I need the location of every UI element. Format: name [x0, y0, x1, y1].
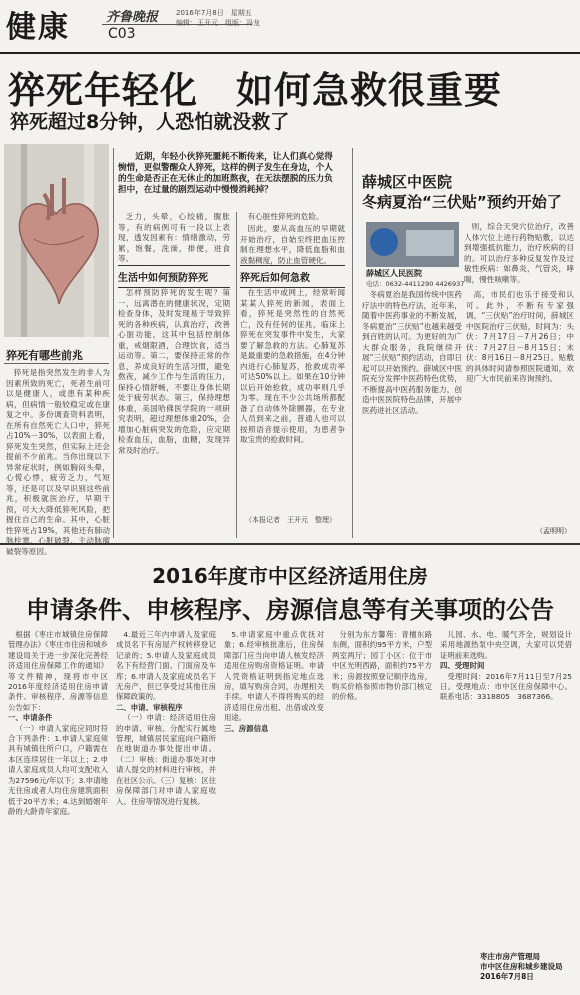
main-headline: 猝死年轻化 如何急救很重要: [8, 69, 502, 112]
article-byline: （本报记者 王开元 整理）: [245, 516, 336, 524]
announcement-title-line-2: 申请条件、申核程序、房源信息等有关事项的公告: [26, 596, 554, 624]
column-text: 怎样预防猝死的发生呢？第一，远离潜在的健康状况，定期检查身体，及时发现易于导致猝死的各种疾病，认真治疗，改善心脏功能，这其中包括控制体重，戒烟限酒，合理饮食，适当运动等。第二，要保持正常的作息，养成良好的生活习惯，避免熬夜，减少工作与生活的压力，保持心情舒畅，不要让身体长期处于疲劳状态。第三，保持理想体重，美国哈佛医学院的一项研究表明，超过理想体重20%，会增加心脏病突发的危险，应定期检查血压，血脂，血糖，发现异常及时治疗。: [118, 288, 230, 455]
side-column-2: [466, 290, 574, 526]
side-title-line-2: 冬病夏治“三伏贴”预约开始了: [362, 193, 562, 211]
hospital-phone: 电话：0632-4411290 4426937: [366, 280, 465, 288]
column-divider: [352, 148, 353, 538]
column-text: 有心脏性猝死的危险。: [247, 212, 324, 221]
hospital-photo: [366, 222, 459, 267]
side-column-top: [464, 222, 574, 286]
issue-editors: 编辑：王开元 组版：冯龙: [176, 19, 260, 27]
photo-caption: 猝死有哪些前兆: [6, 349, 83, 362]
announcement-column-1: [8, 630, 108, 990]
column-heading: 二、申请、审核程序: [116, 702, 183, 712]
column-text: 猝死是指突然发生的非人为因素所致的死亡，死者生前可以是健康人，或患有某种疾病，但病情一般较稳定或在康复之中。多份调查资料表明，在所有自然死亡人口中，猝死占10%－30%，以表面上看，猝死发生突然，但实际上还会提前不少前兆。当你出现以下异常症状时，例如胸闷头晕，心慌心悸，疲劳乏力，气短等，还是可以及早识别这些前兆，积极就医治疗，早期干预，可大大降低猝死风险，把握住自己的生命。其中，心脏性猝死占19%，其他还有肺动脉栓塞，心脏破裂，主动脉瘤破裂等原因。: [6, 368, 110, 556]
newspaper-masthead: 齐鲁晚报: [106, 10, 159, 25]
section-separator: [0, 543, 580, 545]
article-column-3-top: [240, 224, 345, 264]
announcement-signature: [480, 952, 563, 982]
announcement-column-5: [440, 630, 572, 948]
signature-date: 2016年7月8日: [480, 972, 534, 981]
announcement-column-4: [332, 630, 432, 990]
article-column-3-lead: [240, 212, 345, 224]
page-header: [0, 0, 580, 54]
column-text: 则，综合天突穴位治疗，改善人体穴位上进行药物贴敷，以达到增强抵抗能力，治疗疾病的目的。可以治疗多种反复发作及过敏性疾病：如鼻炎，气管炎，哮喘，慢性咳嗽等。: [464, 222, 574, 284]
side-reporter: （孟明明）: [536, 527, 571, 535]
page-code: C03: [108, 26, 136, 42]
hospital-building: [406, 230, 454, 256]
section-title: 健康: [6, 10, 70, 45]
issue-date: 2016年7月8日 星期五: [176, 9, 252, 17]
side-article-title: [362, 172, 562, 212]
article-column-2-top: [118, 212, 230, 262]
column-text: 受理时间：2016年7月11日至7月25日。受理地点：市中区住房保障中心。联系电话：3318805 3687366。: [440, 671, 572, 702]
column-text: （一）申请：经济适用住房的申请、审核、分配实行属地管理，城镇居民家庭向户籍所在地街道办事处提出申请。（二）审核：街道办事处对申请人提交的材料进行审核，并在社区公示。（三）复核：区住房保障部门对申请人家庭收入、住房等情况进行复核。: [116, 713, 216, 806]
column-text: 乏力，头晕，心绞痛，腹胀等，有的病例可有一段以上表现，透发因素有：情绪激动，劳累，饱餐，洗澡，排便，进食等。: [118, 212, 230, 263]
subhead-prevention: 生活中如何预防猝死: [118, 265, 230, 288]
signature-issuer-2: 市中区住房和城乡建设局: [480, 962, 563, 971]
hospital-name: 薛城区人民医院: [366, 269, 422, 278]
column-heading: 三、房源信息: [224, 723, 269, 733]
article-intro: 近期，年轻小伙猝死噩耗不断传来，让人们真心觉得惋惜，更似警醒众人猝死，这样的例子发生在身边，个人的生命是否正在无休止的加班熬夜，在无法摆脱的压力负担中，在过量的剧烈运动中慢慢消耗掉？: [118, 152, 333, 195]
article-column-1: [6, 368, 110, 556]
column-text: 根据《枣庄市城镇住房保障管理办法》《枣庄市住房和城乡建设局关于进一步深化完善经济适用住房保障工作的通知》等文件精神，现将市中区2016年度经济适用住房申请条件、审核程序、房源等信息公告如下：: [8, 630, 108, 712]
column-text: 高，市民们也乐于接受和认可。此外，不断有专家强调，“三伏贴”治疗时间，薛城区中医院治疗三伏贴，时间为：头伏：7月17日－7月26日；中伏：7月27日－8月15日；末伏：8月16日－8月25日。贴敷的具体时间请参照医院通知，欢迎广大市民前来咨询预约。: [466, 290, 574, 383]
column-text: （一）申请人家庭应同时符合下列条件：1.申请人家庭须具有城镇住所户口，户籍需在本区连续居住一年以上；2.申请人家庭成员人均可支配收入为27596元/年以下；3.申请地无住房或者人均住房建筑面积低于20平方米；4.达到婚姻年龄的大龄青年家庭。: [8, 723, 108, 816]
column-heading: 四、受理时间: [440, 661, 485, 671]
column-text: 因此，要从高血压的早期就开始治疗，自始至终把血压控制在理想水平，降低血脂和血液黏稠度，防止血管硬化。: [240, 224, 345, 265]
column-heading: 一、申请条件: [8, 713, 53, 723]
announcement-column-2: [116, 630, 216, 990]
heart-photo: [4, 144, 109, 337]
article-column-2: [118, 288, 230, 538]
column-text: 儿园、水、电、暖气齐全，规划设计采用地源热泵中央空调，大家可以凭借证明前来选购。: [440, 630, 572, 660]
caption-rule: [4, 363, 109, 364]
main-subheadline: 猝死超过8分钟，人恐怕就没救了: [10, 111, 290, 133]
announcement-title-line-1: 2016年度市中区经济适用住房: [152, 564, 428, 588]
column-divider: [236, 212, 237, 538]
column-text: 在生活中或网上，经常听闻某某人猝死的新闻，表面上看，猝死是突然性的自然死亡，没有任何的征兆，临床上猝死在突发事件中发生，大家要了解急救的方法。心肺复苏是最重要的急救措施，在4分钟内进行心肺复苏，抢救成功率可达50%以上。如果在10分钟以后开始抢救，成功率则几乎为零。现在不少公共场所都配备了自动体外除颤器，在专业人员到来之前，普通人也可以按照语音提示使用，为患者争取宝贵的抢救时间。: [240, 288, 345, 444]
column-divider: [113, 148, 114, 538]
side-column-1: [362, 290, 462, 536]
column-text: 分别为东方馨苑：青檀东路东侧，面积约95平方米，户型两室两厅；园丁小区：位于市中区光明西路，面积约75平方米；房源按照登记顺序选房，购买价格参照市物价部门核定的价格。: [332, 630, 432, 702]
hospital-logo: [370, 228, 398, 256]
column-text: 冬病夏治是我国传统中医药疗法中的特色疗法，近年来，随着中医药事业的不断发展，冬病夏治“三伏贴”也越来越受到百姓的认可。为更好的为广大群众服务，我院继续开展“三伏贴”预约活动，自即日起可以开始预约。薛城区中医院充分发挥中医药特色优势，不断提高中医药服务能力，创造中医医院特色品牌，开展中医药进社区活动。: [362, 290, 462, 415]
side-title-line-1: 薛城区中医院: [362, 173, 453, 191]
subhead-first-aid: 猝死后如何急救: [240, 265, 345, 288]
column-text: 5.申请家庭中重点优抚对象；6.经审核批准后，住房保障部门应当向申请人核发经济适用住房购房资格证明。申请人凭资格证明到指定地点选房，填写购房合同，办理相关手续。申请人不得将购买的经济适用住房出租、出借或改变用途。: [224, 630, 324, 723]
issue-info: [176, 8, 260, 28]
signature-issuer-1: 枣庄市房产管理局: [480, 952, 540, 961]
announcement-column-3: [224, 630, 324, 990]
header-rule: [102, 24, 252, 25]
article-column-3: [240, 288, 345, 513]
column-text: 4.最近三年内申请人及家庭成员名下有房屋产权转移登记记录的；5.申请人及家庭成员名下有经营门面、门面房及车库；6.申请人及家庭成员名下无房产，但已享受过其他住房保障政策的。: [116, 630, 216, 702]
